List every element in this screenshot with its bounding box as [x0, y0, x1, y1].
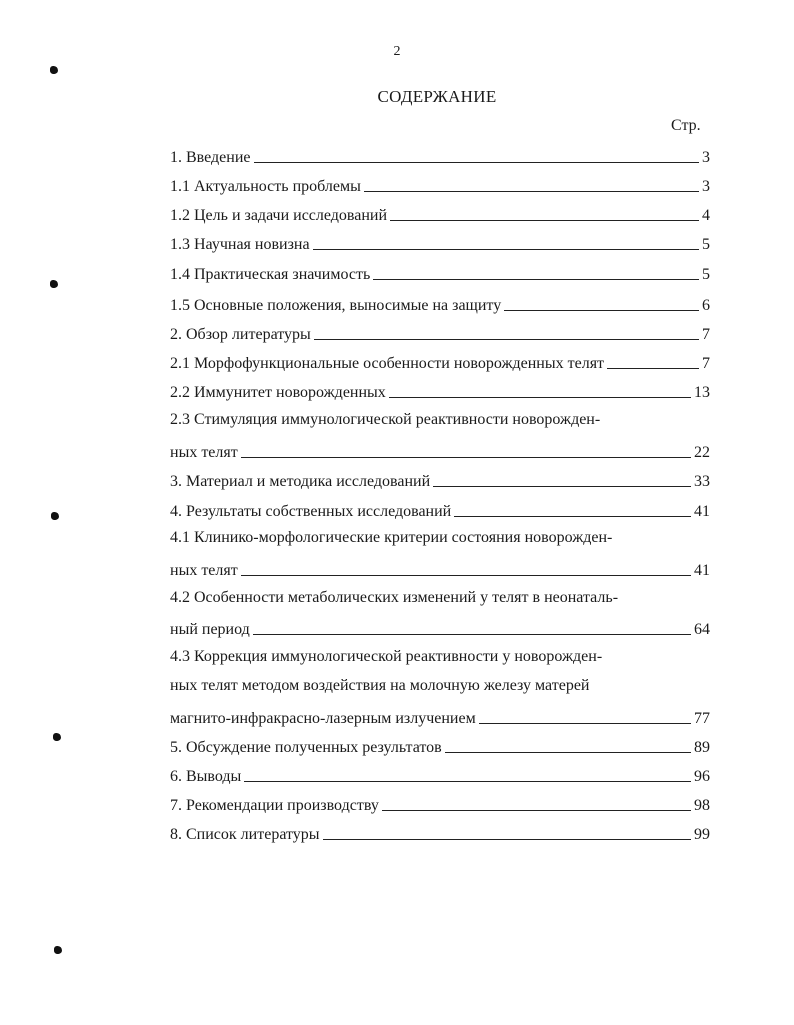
toc-entry-text-line1: 2.3 Стимуляция иммунологической реактивности новорожден-: [170, 411, 601, 428]
toc-entry: [170, 558, 710, 580]
toc-entry-text: 1.2 Цель и задачи исследований: [170, 207, 388, 224]
leader-line: [382, 809, 691, 811]
toc-entry-text: 1.4 Практическая значимость: [170, 266, 371, 283]
toc-entry-page: 99: [694, 826, 710, 843]
leader-line: [389, 396, 691, 398]
toc-entry-text-line2: ных телят методом воздействия на молочную железу матерей: [170, 677, 590, 694]
page-number: 2: [393, 44, 401, 59]
toc-entry-text: 1.3 Научная новизна: [170, 236, 310, 253]
page-title: СОДЕРЖАНИЕ: [377, 87, 497, 106]
toc-entry-text: 8. Список литературы: [170, 826, 320, 843]
leader-line: [504, 309, 699, 311]
toc-entry-text-line1: 4.3 Коррекция иммунологической реактивности у новорожден-: [170, 648, 603, 665]
leader-line: [241, 456, 691, 458]
toc-entry: [170, 822, 710, 844]
toc-entry-text: магнито-инфракрасно-лазерным излучением: [170, 710, 476, 727]
toc-entry-page: 3: [702, 178, 710, 195]
toc-entry-text: 1.5 Основные положения, выносимые на защиту: [170, 297, 502, 314]
toc-entry-text: ных телят: [170, 562, 238, 579]
toc-entry: [170, 322, 710, 344]
leader-line: [244, 780, 691, 782]
leader-line: [364, 190, 699, 192]
toc-entry: [170, 617, 710, 639]
toc-entry-page: 33: [694, 473, 710, 490]
toc-entry: [170, 262, 710, 284]
toc-entry-text: ных телят: [170, 444, 238, 461]
toc-entry-text: 3. Материал и методика исследований: [170, 473, 431, 490]
toc-entry: [170, 380, 710, 402]
leader-line: [433, 485, 691, 487]
leader-line: [241, 574, 691, 576]
toc-entry-text: 2. Обзор литературы: [170, 326, 311, 343]
leader-line: [314, 338, 699, 340]
scan-mark: [54, 946, 62, 954]
toc-entry-page: 41: [694, 562, 710, 579]
toc-entry-page: 96: [694, 768, 710, 785]
page-column-label: Стр.: [671, 117, 701, 134]
toc-entry-page: 64: [694, 621, 710, 638]
scan-mark: [51, 512, 59, 520]
leader-line: [390, 219, 699, 221]
toc-entry: [170, 145, 710, 167]
toc-entry-page: 6: [702, 297, 710, 314]
leader-line: [445, 751, 691, 753]
scan-mark: [50, 280, 58, 288]
toc-entry-page: 5: [702, 266, 710, 283]
leader-line: [607, 367, 699, 369]
leader-line: [254, 161, 700, 163]
leader-line: [454, 515, 691, 517]
toc-entry: [170, 174, 710, 196]
toc-entry: [170, 764, 710, 786]
leader-line: [253, 633, 691, 635]
toc-entry-text: 1. Введение: [170, 149, 251, 166]
toc-entry-page: 22: [694, 444, 710, 461]
toc-entry-text: 7. Рекомендации производству: [170, 797, 379, 814]
toc-entry: [170, 499, 710, 521]
toc-entry-text-line1: 4.2 Особенности метаболических изменений у телят в неонаталь-: [170, 589, 619, 606]
toc-entry-page: 7: [702, 326, 710, 343]
toc-entry-page: 7: [702, 355, 710, 372]
toc-entry-text: 4. Результаты собственных исследований: [170, 503, 452, 520]
leader-line: [373, 278, 699, 280]
leader-line: [323, 838, 691, 840]
toc-entry-text: 1.1 Актуальность проблемы: [170, 178, 361, 195]
toc-entry-page: 3: [702, 149, 710, 166]
toc-entry-page: 98: [694, 797, 710, 814]
leader-line: [479, 722, 691, 724]
scan-mark: [50, 66, 58, 74]
toc-entry-page: 89: [694, 739, 710, 756]
toc-entry: [170, 440, 710, 462]
toc-entry: [170, 706, 710, 728]
leader-line: [313, 248, 699, 250]
toc-entry: [170, 735, 710, 757]
toc-entry: [170, 232, 710, 254]
toc-entry-page: 13: [694, 384, 710, 401]
toc-entry-page: 5: [702, 236, 710, 253]
toc-entry: [170, 793, 710, 815]
toc-entry-page: 77: [694, 710, 710, 727]
toc-entry: [170, 469, 710, 491]
toc-entry-text: 2.1 Морфофункциональные особенности новорожденных телят: [170, 355, 605, 372]
toc-entry-text: 5. Обсуждение полученных результатов: [170, 739, 442, 756]
toc-entry-page: 41: [694, 503, 710, 520]
toc-entry: [170, 351, 710, 373]
toc-entry-text: ный период: [170, 621, 250, 638]
toc-entry-text: 6. Выводы: [170, 768, 242, 785]
toc-entry: [170, 293, 710, 315]
toc-entry-text-line1: 4.1 Клинико-морфологические критерии состояния новорожден-: [170, 529, 613, 546]
toc-entry-text: 2.2 Иммунитет новорожденных: [170, 384, 386, 401]
toc-entry: [170, 203, 710, 225]
toc-entry-page: 4: [702, 207, 710, 224]
scan-mark: [53, 733, 61, 741]
